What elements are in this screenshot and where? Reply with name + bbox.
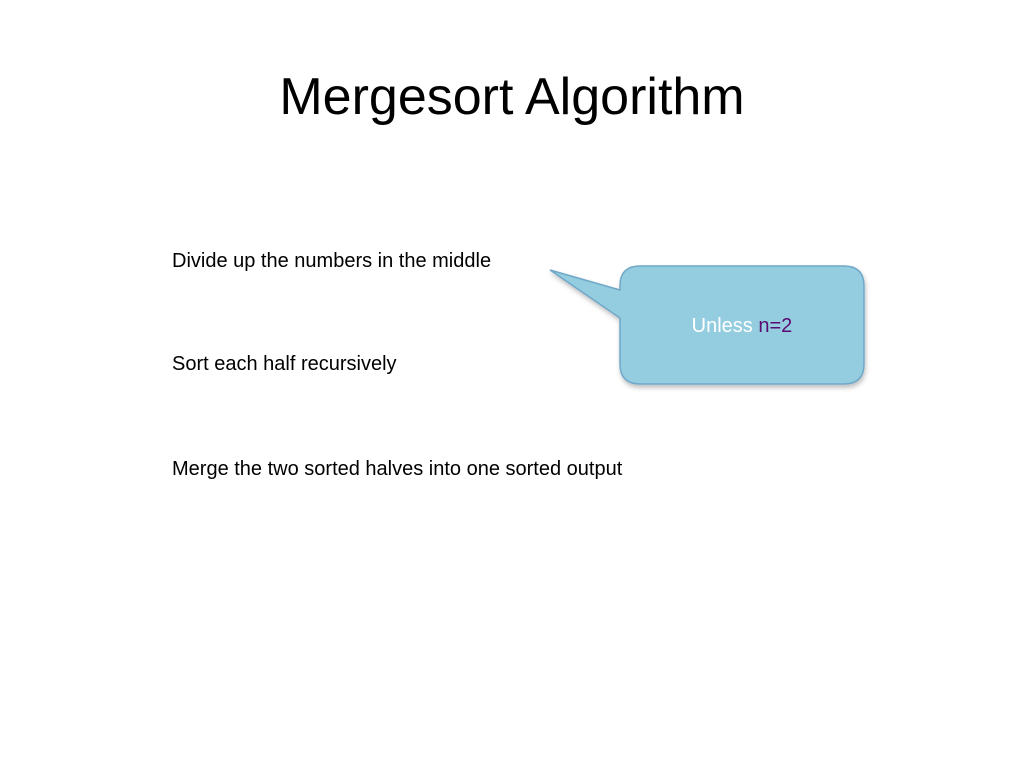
slide-title: Mergesort Algorithm <box>279 68 745 126</box>
bullet-divide: Divide up the numbers in the middle <box>172 250 492 272</box>
callout-text <box>622 312 862 340</box>
callout-variable: n=2 <box>758 315 793 337</box>
bullet-sort: Sort each half recursively <box>172 353 397 375</box>
bullet-merge: Merge the two sorted halves into one sorted output <box>172 458 623 480</box>
callout-word: Unless <box>691 315 753 337</box>
